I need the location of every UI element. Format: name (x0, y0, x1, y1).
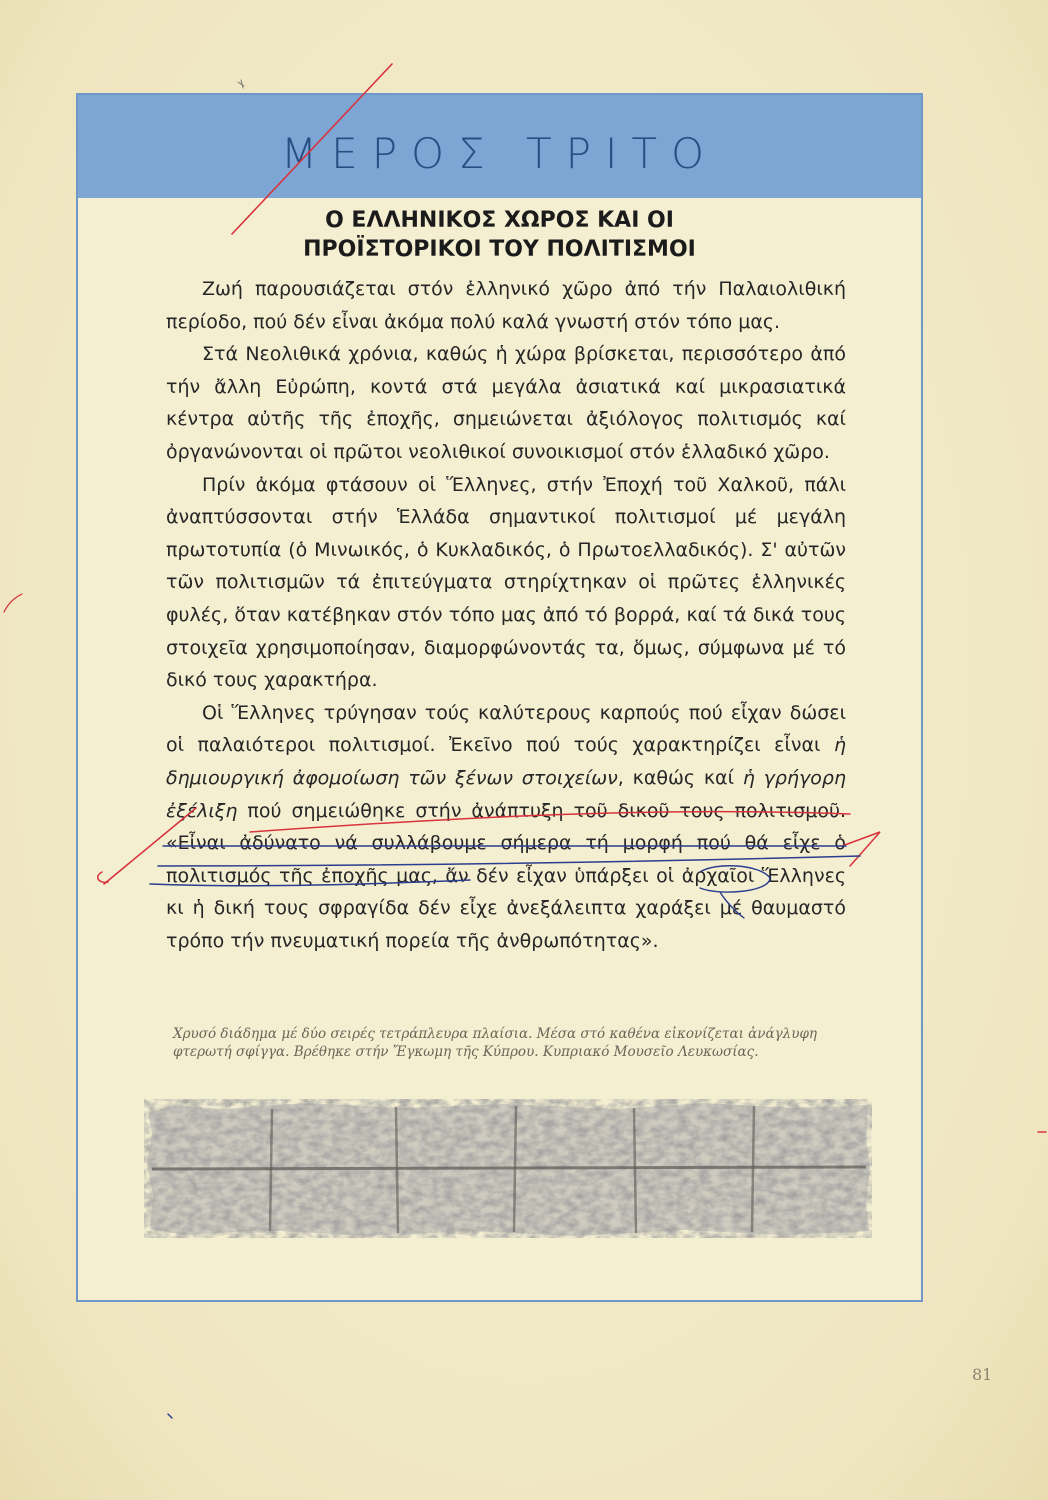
paragraph-2: Στά Νεολιθικά χρόνια, καθώς ἡ χώρα βρίσκεται, περισσότερο ἀπό τήν ἄλλη Εὐρώπη, κοντά στά μεγάλα ἀσιατικά καί μικρασιατικά κέντρα αὐτῆς τῆς ἐποχῆς, σημειώνεται ἀξιόλογος πολιτισμός καί ὀργανώνονται οἱ πρῶτοι νεολιθικοί συνοικισμοί στόν ἑλλαδικό χῶρο. (166, 343, 846, 463)
chapter-title-line-2: ΠΡΟΪΣΤΟΡΙΚΟΙ ΤΟΥ ΠΟΛΙΤΙΣΜΟΙ (303, 237, 696, 262)
paragraph-4-emphasis-1: ἡ δημιουργική ἀφομοίωση τῶν ξένων στοιχείων (166, 734, 846, 789)
page-number: 81 (972, 1365, 993, 1384)
gold-diadem-relief-image (144, 1099, 872, 1238)
paragraph-1: Ζωή παρουσιάζεται στόν ἑλληνικό χῶρο ἀπό τήν Παλαιολιθική περίοδο, πού δέν εἶναι ἀκόμα πολύ καλά γνωστή στόν τόπο μας. (166, 278, 846, 333)
chapter-title-line-1: Ο ΕΛΛΗΝΙΚΟΣ ΧΩΡΟΣ ΚΑΙ ΟΙ (325, 208, 674, 233)
paragraph-4-emphasis-2: ἡ γρήγορη ἐξέλιξη (166, 766, 846, 822)
content-frame (76, 93, 923, 1302)
paragraph-3: Πρίν ἀκόμα φτάσουν οἱ Ἕλληνες, στήν Ἐποχή τοῦ Χαλκοῦ, πάλι ἀναπτύσσονται στήν Ἑλλάδα σημαντικοί πολιτισμοί μέ μεγάλη πρωτοτυπία (ὁ Μινωικός, ὁ Κυκλαδικός, ὁ Πρωτοελλαδικός). Σ' αὐτῶν τῶν πολιτισμῶν τά ἐπιτεύγματα στηρίχτηκαν οἱ πρῶτες ἑλληνικές φυλές, ὅταν κατέβηκαν στόν τόπο μας ἀπό τό βορρά, καί τά δικά τους στοιχεῖα χρησιμοποίησαν, διαμορφώνοντάς τα, ὅμως, σύμφωνα μέ τό δικό τους χαρακτήρα. (166, 473, 846, 692)
chapter-title (118, 206, 881, 264)
paragraph-4-part-3: πού σημειώθηκε στήν ἀνάπτυξη τοῦ δικοῦ τους πολιτισμοῦ. «Εἶναι ἀδύνατο νά συλλάβουμε σήμερα τή μορφή πού θά εἶχε ὁ πολιτισμός τῆς ἐποχῆς μας, ἄν δέν εἶχαν ὑπάρξει οἱ ἀρχαῖοι Ἕλληνες κι ἡ δική τους σφραγίδα δέν εἶχε ἀνεξάλειπτα χαράξει μέ θαυμαστό τρόπο τήν πνευματική πορεία τῆς ἀνθρωπότητας». (166, 799, 846, 952)
figure-caption: Χρυσό διάδημα μέ δύο σειρές τετράπλευρα πλαίσια. Μέσα στό καθένα εἰκονίζεται ἀνάγλυφη φτερωτή σφίγγα. Βρέθηκε στήν Ἔγκωμη τῆς Κύπρου. Κυπριακό Μουσεῖο Λευκωσίας. (173, 1026, 817, 1060)
paragraph-4-part-1: Οἱ Ἕλληνες τρύγησαν τούς καλύτερους καρπούς πού εἶχαν δώσει οἱ παλαιότεροι πολιτισμοί. Ἐκεῖνο πού τούς χαρακτηρίζει εἶναι (166, 701, 846, 757)
body-text (166, 273, 846, 957)
header-band (78, 95, 921, 198)
paragraph-4-part-2: , καθώς καί (617, 766, 743, 789)
paragraph-4 (166, 697, 846, 958)
section-heading: ΜΕΡΟΣ ΤΡΙΤΟ (280, 129, 719, 178)
